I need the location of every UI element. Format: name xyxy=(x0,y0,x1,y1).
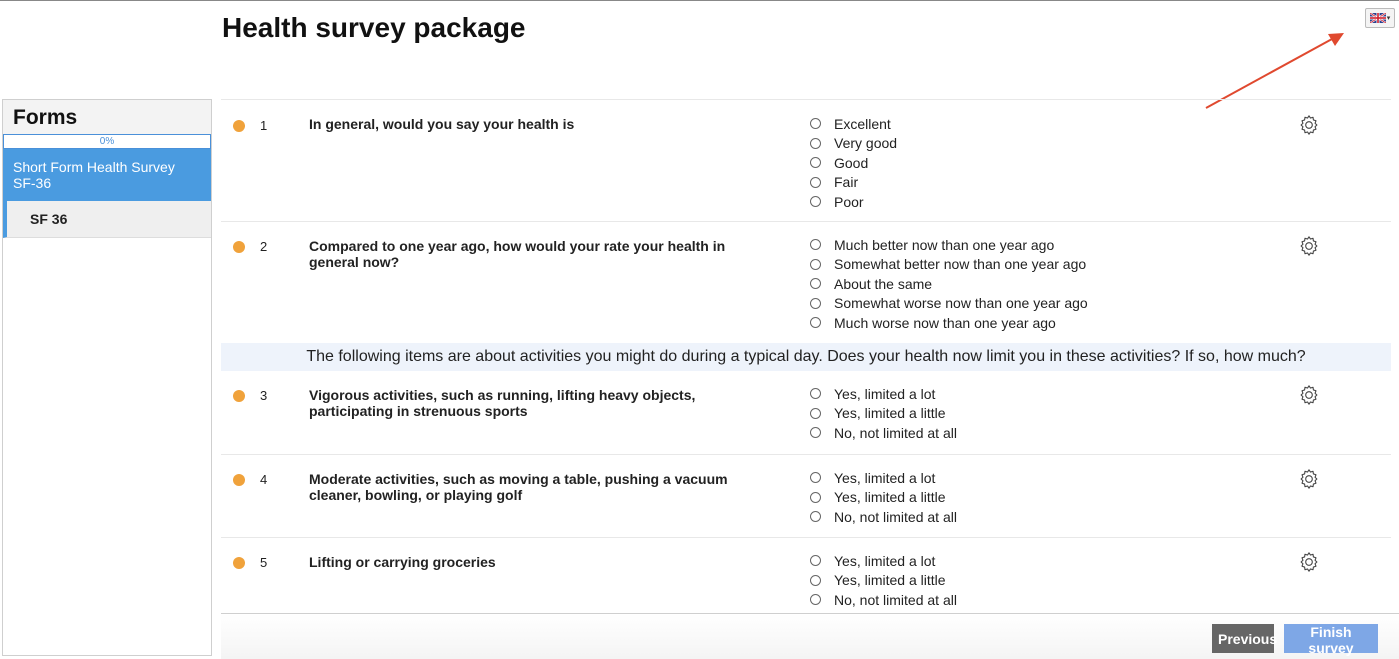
question-row xyxy=(221,454,1391,538)
gear-icon[interactable] xyxy=(1298,235,1320,257)
answer-option[interactable] xyxy=(810,294,1088,314)
radio-button[interactable] xyxy=(810,118,821,129)
answer-option[interactable] xyxy=(810,551,957,571)
answer-label: Somewhat worse now than one year ago xyxy=(834,295,1088,312)
answer-options xyxy=(810,384,957,443)
radio-button[interactable] xyxy=(810,511,821,522)
answer-option[interactable] xyxy=(810,384,957,404)
radio-button[interactable] xyxy=(810,555,821,566)
gear-icon[interactable] xyxy=(1298,551,1320,573)
sidebar-title: Forms xyxy=(3,100,211,134)
radio-button[interactable] xyxy=(810,317,821,328)
gear-icon[interactable] xyxy=(1298,114,1320,136)
question-number: 4 xyxy=(260,472,268,487)
answer-option[interactable] xyxy=(810,192,897,212)
question-text: Vigorous activities, such as running, lifting heavy objects, participating in strenuous sports xyxy=(309,387,696,419)
section-instructions: The following items are about activities you might do during a typical day. Does your health now limit you in these activities? If so, how much? xyxy=(221,343,1391,371)
answer-option[interactable] xyxy=(810,274,1088,294)
answer-options xyxy=(810,551,957,610)
answer-option[interactable] xyxy=(810,507,957,527)
radio-button[interactable] xyxy=(810,408,821,419)
radio-button[interactable] xyxy=(810,157,821,168)
answer-label: Yes, limited a little xyxy=(834,572,946,589)
radio-button[interactable] xyxy=(810,259,821,270)
answer-label: Very good xyxy=(834,135,898,152)
question-number: 3 xyxy=(260,388,268,403)
finish-survey-button[interactable]: Finish survey xyxy=(1284,624,1378,653)
answer-option[interactable] xyxy=(810,235,1088,255)
answer-options xyxy=(810,114,897,212)
progress-bar xyxy=(3,134,211,149)
answer-option[interactable] xyxy=(810,114,897,134)
answer-label: No, not limited at all xyxy=(834,591,957,608)
answer-label: Yes, limited a little xyxy=(834,405,946,422)
top-border xyxy=(0,0,1399,1)
language-selector[interactable] xyxy=(1365,8,1395,28)
answer-option[interactable] xyxy=(810,255,1088,275)
answer-label: Somewhat better now than one year ago xyxy=(834,256,1087,273)
answer-options xyxy=(810,468,957,527)
question-row xyxy=(221,537,1391,614)
radio-button[interactable] xyxy=(810,196,821,207)
radio-button[interactable] xyxy=(810,177,821,188)
answer-label: Much worse now than one year ago xyxy=(834,314,1056,331)
answer-label: No, not limited at all xyxy=(834,424,957,441)
status-dot xyxy=(233,474,245,486)
radio-button[interactable] xyxy=(810,388,821,399)
gear-icon[interactable] xyxy=(1298,384,1320,406)
question-text: In general, would you say your health is xyxy=(309,116,575,132)
answer-label: Excellent xyxy=(834,115,891,132)
question-number: 2 xyxy=(260,239,268,254)
uk-flag-icon xyxy=(1370,13,1386,23)
answer-option[interactable] xyxy=(810,134,897,154)
question-row xyxy=(221,221,1391,344)
progress-label: 0% xyxy=(99,136,115,147)
answer-label: Good xyxy=(834,154,869,171)
answer-option[interactable] xyxy=(810,404,957,424)
radio-button[interactable] xyxy=(810,472,821,483)
question-text: Compared to one year ago, how would your rate your health in general now? xyxy=(309,238,726,270)
question-number: 1 xyxy=(260,118,268,133)
radio-button[interactable] xyxy=(810,427,821,438)
radio-button[interactable] xyxy=(810,138,821,149)
gear-icon[interactable] xyxy=(1298,468,1320,490)
answer-option[interactable] xyxy=(810,468,957,488)
question-row xyxy=(221,99,1391,222)
chevron-down-icon: ▾ xyxy=(1386,14,1391,22)
status-dot xyxy=(233,241,245,253)
page-title: Health survey package xyxy=(222,12,526,43)
sidebar-subitem-sf36[interactable]: SF 36 xyxy=(3,201,211,238)
answer-label: Much better now than one year ago xyxy=(834,236,1055,253)
status-dot xyxy=(233,390,245,402)
answer-label: Yes, limited a lot xyxy=(834,385,936,402)
question-number: 5 xyxy=(260,555,268,570)
survey-footer xyxy=(221,613,1399,659)
answer-option[interactable] xyxy=(810,590,957,610)
answer-label: Yes, limited a lot xyxy=(834,552,936,569)
radio-button[interactable] xyxy=(810,575,821,586)
answer-label: Yes, limited a little xyxy=(834,489,946,506)
status-dot xyxy=(233,120,245,132)
answer-label: No, not limited at all xyxy=(834,508,957,525)
answer-option[interactable] xyxy=(810,313,1088,333)
answer-label: Poor xyxy=(834,193,864,210)
radio-button[interactable] xyxy=(810,278,821,289)
status-dot xyxy=(233,557,245,569)
radio-button[interactable] xyxy=(810,239,821,250)
radio-button[interactable] xyxy=(810,298,821,309)
answer-options xyxy=(810,235,1088,333)
answer-label: Yes, limited a lot xyxy=(834,469,936,486)
answer-option[interactable] xyxy=(810,488,957,508)
question-text: Lifting or carrying groceries xyxy=(309,554,496,570)
forms-sidebar xyxy=(2,99,212,656)
answer-label: About the same xyxy=(834,275,933,292)
question-row xyxy=(221,371,1391,454)
radio-button[interactable] xyxy=(810,594,821,605)
question-text: Moderate activities, such as moving a table, pushing a vacuum cleaner, bowling, or playing golf xyxy=(309,471,728,503)
answer-option[interactable] xyxy=(810,423,957,443)
radio-button[interactable] xyxy=(810,492,821,503)
answer-option[interactable] xyxy=(810,153,897,173)
answer-option[interactable] xyxy=(810,173,897,193)
answer-label: Fair xyxy=(834,174,859,191)
previous-button[interactable]: Previous xyxy=(1212,624,1274,653)
sidebar-item-sf36-form[interactable]: Short Form Health Survey SF-36 xyxy=(3,149,211,201)
answer-option[interactable] xyxy=(810,571,957,591)
